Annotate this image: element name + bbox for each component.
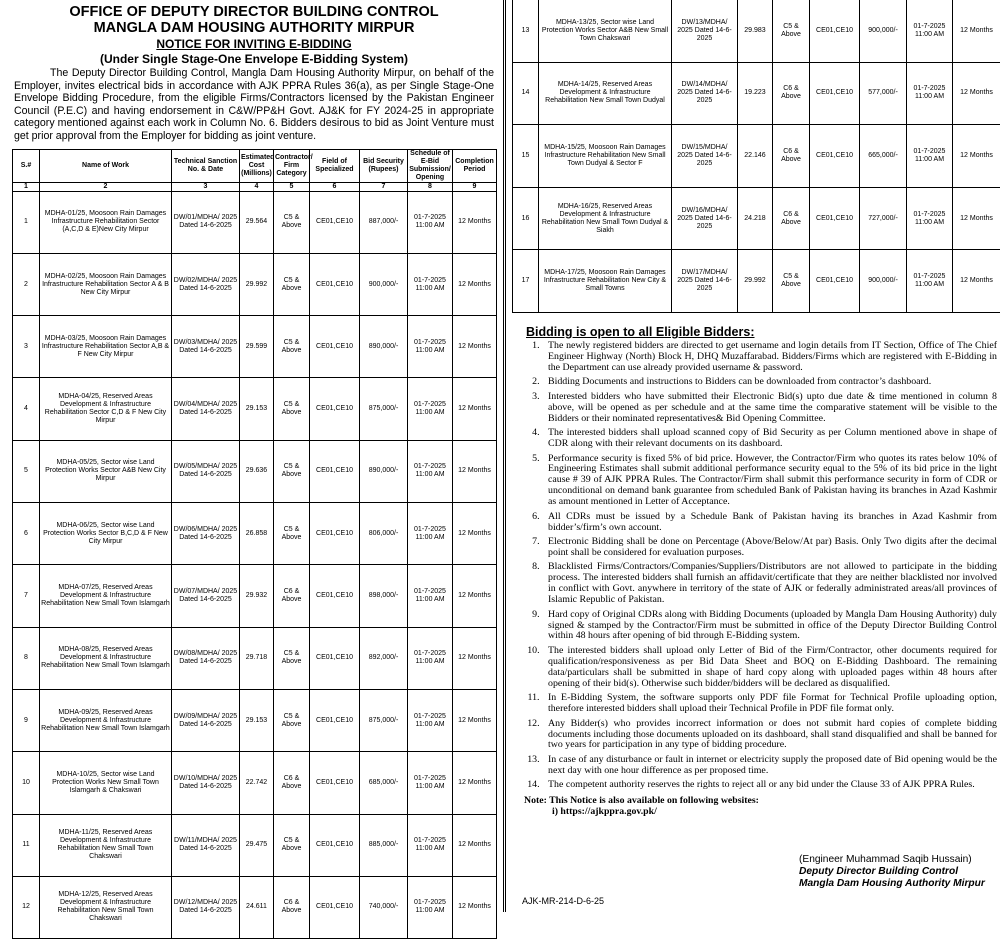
cell-tsn: DW/05/MDHA/ 2025 Dated 14-6-2025 bbox=[172, 440, 240, 502]
bidding-condition-item: 7. Electronic Bidding shall be done on Percentage (Above/Below/At par) Basis. Only Two digits after the decimal point shall be considered for evaluation purposes. bbox=[542, 537, 997, 559]
cell-sched: 01-7-2025 11:00 AM bbox=[408, 752, 453, 814]
cell-tsn: DW/16/MDHA/ 2025 Dated 14-6-2025 bbox=[672, 187, 738, 250]
cell-cost: 29.564 bbox=[240, 191, 274, 253]
table-row bbox=[13, 689, 497, 751]
cell-cat: C5 & Above bbox=[274, 627, 310, 689]
cell-name: MDHA-16/25, Reserved Areas Development & Infrastructure Rehabilitation New Small Town Dudyal & Siakh bbox=[539, 187, 672, 250]
cell-tsn: DW/07/MDHA/ 2025 Dated 14-6-2025 bbox=[172, 565, 240, 627]
reference-number: AJK-MR-214-D-6-25 bbox=[522, 896, 604, 906]
cell-sn: 16 bbox=[513, 187, 539, 250]
col-number: 3 bbox=[172, 182, 240, 191]
cell-cost: 29.599 bbox=[240, 316, 274, 378]
works-table-body bbox=[13, 191, 497, 939]
cell-tsn: DW/10/MDHA/ 2025 Dated 14-6-2025 bbox=[172, 752, 240, 814]
cell-tsn: DW/15/MDHA/ 2025 Dated 14-6-2025 bbox=[672, 125, 738, 188]
cell-name: MDHA-12/25, Reserved Areas Development & Infrastructure Rehabilitation New Small Town Chakswari bbox=[40, 876, 172, 938]
cell-field: CE01,CE10 bbox=[310, 253, 360, 315]
cell-sec: 885,000/- bbox=[360, 814, 408, 876]
col-number: 2 bbox=[40, 182, 172, 191]
cell-cat: C5 & Above bbox=[274, 316, 310, 378]
cell-tsn: DW/04/MDHA/ 2025 Dated 14-6-2025 bbox=[172, 378, 240, 440]
cell-cost: 29.636 bbox=[240, 440, 274, 502]
table-row bbox=[13, 503, 497, 565]
cell-sched: 01-7-2025 11:00 AM bbox=[907, 0, 953, 62]
cell-tsn: DW/06/MDHA/ 2025 Dated 14-6-2025 bbox=[172, 503, 240, 565]
works-table-continued bbox=[512, 0, 1000, 313]
cell-cat: C5 & Above bbox=[773, 0, 810, 62]
cell-sec: 875,000/- bbox=[360, 689, 408, 751]
cell-tsn: DW/08/MDHA/ 2025 Dated 14-6-2025 bbox=[172, 627, 240, 689]
cell-field: CE01,CE10 bbox=[310, 440, 360, 502]
bidding-conditions-list bbox=[512, 341, 997, 791]
cell-field: CE01,CE10 bbox=[310, 876, 360, 938]
cell-sched: 01-7-2025 11:00 AM bbox=[907, 250, 953, 313]
cell-cat: C5 & Above bbox=[274, 378, 310, 440]
col-header-sn: S.# bbox=[13, 149, 40, 182]
cell-cost: 29.932 bbox=[240, 565, 274, 627]
col-header-name: Name of Work bbox=[40, 149, 172, 182]
cell-tsn: DW/11/MDHA/ 2025 Dated 14-6-2025 bbox=[172, 814, 240, 876]
col-header-category: Contractor/ Firm Category bbox=[274, 149, 310, 182]
bidding-condition-item: 12. Any Bidder(s) who provides incorrect information or does not submit hard copies of complete bidding documents including those documents uploaded on its dashboard, shall stand disqualified and shall be banned for two years for participation in any type of bidding procedure. bbox=[542, 719, 997, 752]
cell-name: MDHA-17/25, Moosoon Rain Damages Infrastructure Rehabilitation New City & Small Towns bbox=[539, 250, 672, 313]
cell-cat: C5 & Above bbox=[274, 689, 310, 751]
cell-name: MDHA-05/25, Sector wise Land Protection Works Sector A&B New City Mirpur bbox=[40, 440, 172, 502]
cell-cat: C5 & Above bbox=[274, 253, 310, 315]
cell-period: 12 Months bbox=[453, 503, 497, 565]
cell-sn: 6 bbox=[13, 503, 40, 565]
notice-title: NOTICE FOR INVITING E-BIDDING bbox=[12, 37, 496, 51]
signatory-name: (Engineer Muhammad Saqib Hussain) bbox=[799, 854, 985, 866]
cell-sec: 875,000/- bbox=[360, 378, 408, 440]
cell-cost: 29.475 bbox=[240, 814, 274, 876]
col-header-schedule: Schedule of E-Bid Submission/ Opening bbox=[408, 149, 453, 182]
table-row bbox=[13, 627, 497, 689]
cell-period: 12 Months bbox=[453, 752, 497, 814]
intro-paragraph: The Deputy Director Building Control, Mangla Dam Housing Authority Mirpur, on behalf of the Employer, invites electrical bids in accordance with AJK PPRA Rules 36(a), as per Single Stage-One Envelope Bidding Procedure, from the eligible Firms/Contractors licensed by the Pakistan Engineer Council (P.E.C) and having endorsement in C&W/PP&H Govt. AJ&K for FY 2024-25 in appropriate category mentioned against each work in Column No. 6. Bidders desirous to bid as Joint Venture must get prior approval from the Employer for bidding as joint venture. bbox=[14, 67, 494, 143]
system-subtitle: (Under Single Stage-One Envelope E-Bidding System) bbox=[12, 52, 496, 66]
cell-cost: 24.611 bbox=[240, 876, 274, 938]
cell-cost: 29.983 bbox=[738, 0, 773, 62]
col-number: 7 bbox=[360, 182, 408, 191]
cell-field: CE01,CE10 bbox=[810, 250, 860, 313]
table-row bbox=[13, 565, 497, 627]
cell-sched: 01-7-2025 11:00 AM bbox=[408, 253, 453, 315]
cell-name: MDHA-03/25, Moosoon Rain Damages Infrastructure Rehabilitation Sector A,B & F New City Mirpur bbox=[40, 316, 172, 378]
cell-field: CE01,CE10 bbox=[310, 814, 360, 876]
cell-sec: 665,000/- bbox=[860, 125, 907, 188]
website-note: Note: This Notice is also available on following websites: bbox=[524, 795, 1000, 806]
cell-sec: 740,000/- bbox=[360, 876, 408, 938]
signatory-designation: Deputy Director Building Control bbox=[799, 866, 985, 878]
cell-sn: 11 bbox=[13, 814, 40, 876]
table-row bbox=[13, 253, 497, 315]
cell-sec: 890,000/- bbox=[360, 440, 408, 502]
cell-name: MDHA-01/25, Moosoon Rain Damages Infrastructure Rehabilitation Sector (A,C,D & E)New City Mirpur bbox=[40, 191, 172, 253]
cell-name: MDHA-15/25, Moosoon Rain Damages Infrastructure Rehabilitation New Small Town Dudyal & Sector F bbox=[539, 125, 672, 188]
cell-field: CE01,CE10 bbox=[310, 689, 360, 751]
cell-sn: 9 bbox=[13, 689, 40, 751]
works-table bbox=[12, 149, 497, 939]
bidding-condition-item: 14. The competent authority reserves the rights to reject all or any bid under the Clause 33 of AJK PPRA Rules. bbox=[542, 780, 997, 791]
cell-field: CE01,CE10 bbox=[810, 62, 860, 125]
cell-period: 12 Months bbox=[453, 440, 497, 502]
cell-sn: 2 bbox=[13, 253, 40, 315]
cell-cost: 24.218 bbox=[738, 187, 773, 250]
cell-sec: 727,000/- bbox=[860, 187, 907, 250]
cell-sched: 01-7-2025 11:00 AM bbox=[408, 814, 453, 876]
cell-sched: 01-7-2025 11:00 AM bbox=[907, 125, 953, 188]
cell-sn: 3 bbox=[13, 316, 40, 378]
cell-cat: C6 & Above bbox=[274, 565, 310, 627]
cell-cat: C5 & Above bbox=[274, 440, 310, 502]
cell-sched: 01-7-2025 11:00 AM bbox=[408, 316, 453, 378]
bidding-condition-item: 1. The newly registered bidders are directed to get username and login details from IT Section, Office of The Chief Engineer Highway (North) Block H, DHQ Muzaffarabad. Bidders/Firms which are registered with E-Bidding in the Department can use already provided username & password. bbox=[542, 341, 997, 374]
cell-cost: 29.153 bbox=[240, 689, 274, 751]
cell-sec: 898,000/- bbox=[360, 565, 408, 627]
table-row bbox=[513, 62, 1000, 125]
col-header-period: Completion Period bbox=[453, 149, 497, 182]
cell-sched: 01-7-2025 11:00 AM bbox=[408, 503, 453, 565]
cell-tsn: DW/12/MDHA/ 2025 Dated 14-6-2025 bbox=[172, 876, 240, 938]
table-row bbox=[13, 316, 497, 378]
cell-cat: C5 & Above bbox=[274, 191, 310, 253]
cell-sn: 12 bbox=[13, 876, 40, 938]
bidding-condition-item: 4. The interested bidders shall upload scanned copy of Bid Security as per Column mentioned above in shape of CDR along with their relevant documents on its dashboard. bbox=[542, 428, 997, 450]
office-title: OFFICE OF DEPUTY DIRECTOR BUILDING CONTROL bbox=[12, 4, 496, 20]
cell-cat: C6 & Above bbox=[274, 876, 310, 938]
bidding-condition-item: 2. Bidding Documents and instructions to Bidders can be downloaded from contractor’s dashboard. bbox=[542, 377, 997, 388]
table-row bbox=[513, 187, 1000, 250]
cell-tsn: DW/14/MDHA/ 2025 Dated 14-6-2025 bbox=[672, 62, 738, 125]
cell-period: 12 Months bbox=[453, 378, 497, 440]
cell-name: MDHA-07/25, Reserved Areas Development & Infrastructure Rehabilitation New Small Town Islamgarh bbox=[40, 565, 172, 627]
table-row bbox=[13, 876, 497, 938]
cell-sn: 7 bbox=[13, 565, 40, 627]
cell-name: MDHA-14/25, Reserved Areas Development & Infrastructure Rehabilitation New Small Town Dudyal bbox=[539, 62, 672, 125]
authority-title: MANGLA DAM HOUSING AUTHORITY MIRPUR bbox=[12, 20, 496, 36]
cell-sec: 890,000/- bbox=[360, 316, 408, 378]
col-number: 9 bbox=[453, 182, 497, 191]
cell-field: CE01,CE10 bbox=[810, 0, 860, 62]
cell-cost: 22.146 bbox=[738, 125, 773, 188]
col-number: 1 bbox=[13, 182, 40, 191]
cell-field: CE01,CE10 bbox=[310, 503, 360, 565]
cell-name: MDHA-10/25, Sector wise Land Protection Works New Small Town Islamgarh & Chakswari bbox=[40, 752, 172, 814]
cell-cost: 29.992 bbox=[738, 250, 773, 313]
table-row bbox=[13, 378, 497, 440]
cell-cat: C5 & Above bbox=[274, 814, 310, 876]
bidding-condition-item: 11. In E-Bidding System, the software supports only PDF file Format for Technical Profile uploading option, therefore interested bidders shall upload their Technical Profile in PDF file format only. bbox=[542, 693, 997, 715]
cell-sec: 900,000/- bbox=[360, 253, 408, 315]
cell-field: CE01,CE10 bbox=[310, 316, 360, 378]
cell-cat: C5 & Above bbox=[274, 503, 310, 565]
cell-cost: 19.223 bbox=[738, 62, 773, 125]
cell-period: 12 Months bbox=[453, 565, 497, 627]
table-row bbox=[513, 0, 1000, 62]
bidding-condition-item: 10. The interested bidders shall upload only Letter of Bid of the Firm/Contractor, other documents required for qualification/responsiveness as per Bid Data Sheet and BOQ on E-Bidding Dashboard. The remaining data/particulars shall be submitted in shape of hard copy along with uploaded pages within 48 hours after opening of their bid(s). Otherwise such bidder/bidders will be declared as disqualified. bbox=[542, 646, 997, 690]
signature-block bbox=[799, 854, 985, 890]
cell-sched: 01-7-2025 11:00 AM bbox=[408, 876, 453, 938]
cell-field: CE01,CE10 bbox=[810, 125, 860, 188]
cell-sec: 577,000/- bbox=[860, 62, 907, 125]
cell-sched: 01-7-2025 11:00 AM bbox=[408, 440, 453, 502]
bidding-condition-item: 8. Blacklisted Firms/Contractors/Companies/Suppliers/Distributors are not allowed to participate in the bidding process. The interested bidders shall furnish an affidavit/certificate that they are neither blacklisted nor involved in conflict with Govt. anywhere in territory of the state of AJK or federally administrated areas/all provinces of Islamic Republic of Pakistan. bbox=[542, 562, 997, 606]
cell-sched: 01-7-2025 11:00 AM bbox=[408, 627, 453, 689]
left-column bbox=[12, 4, 496, 910]
col-header-cost: Estimated Cost (Millions) bbox=[240, 149, 274, 182]
cell-tsn: DW/13/MDHA/ 2025 Dated 14-6-2025 bbox=[672, 0, 738, 62]
cell-field: CE01,CE10 bbox=[310, 191, 360, 253]
cell-sched: 01-7-2025 11:00 AM bbox=[907, 187, 953, 250]
column-divider bbox=[503, 0, 506, 912]
table-row bbox=[13, 814, 497, 876]
cell-period: 12 Months bbox=[453, 253, 497, 315]
cell-field: CE01,CE10 bbox=[310, 378, 360, 440]
cell-sched: 01-7-2025 11:00 AM bbox=[408, 191, 453, 253]
cell-cost: 29.153 bbox=[240, 378, 274, 440]
cell-sec: 685,000/- bbox=[360, 752, 408, 814]
cell-cat: C6 & Above bbox=[773, 62, 810, 125]
cell-sched: 01-7-2025 11:00 AM bbox=[408, 378, 453, 440]
cell-sec: 900,000/- bbox=[860, 0, 907, 62]
cell-sec: 900,000/- bbox=[860, 250, 907, 313]
col-number: 6 bbox=[310, 182, 360, 191]
cell-tsn: DW/02/MDHA/ 2025 Dated 14-6-2025 bbox=[172, 253, 240, 315]
cell-sn: 5 bbox=[13, 440, 40, 502]
cell-period: 12 Months bbox=[953, 250, 1000, 313]
cell-period: 12 Months bbox=[453, 627, 497, 689]
cell-sched: 01-7-2025 11:00 AM bbox=[907, 62, 953, 125]
cell-sn: 15 bbox=[513, 125, 539, 188]
cell-sn: 8 bbox=[13, 627, 40, 689]
bidding-condition-item: 9. Hard copy of Original CDRs along with Bidding Documents (uploaded by Mangla Dam Housing Authority) duly signed & stamped by the Contractor/Firm must be submitted in office of the Deputy Director Building Control within 48 hours after opening of bid through E-Bidding system. bbox=[542, 610, 997, 643]
cell-cat: C6 & Above bbox=[274, 752, 310, 814]
cell-name: MDHA-06/25, Sector wise Land Protection Works Sector B,C,D & F New City Mirpur bbox=[40, 503, 172, 565]
bidding-condition-item: 6. All CDRs must be issued by a Schedule Bank of Pakistan having its branches in Azad Kashmir from bidder’s/firm’s own account. bbox=[542, 512, 997, 534]
table-row bbox=[13, 440, 497, 502]
bidding-condition-item: 3. Interested bidders who have submitted their Electronic Bid(s) upto due date & time mentioned in column 8 above, will be opened as per schedule and at the same time the comparative statement will be visible to the Bidders or their nominated representatives& Bid Opening Committee. bbox=[542, 392, 997, 425]
cell-period: 12 Months bbox=[953, 0, 1000, 62]
cell-sn: 10 bbox=[13, 752, 40, 814]
table-row bbox=[513, 125, 1000, 188]
cell-sec: 806,000/- bbox=[360, 503, 408, 565]
signatory-office: Mangla Dam Housing Authority Mirpur bbox=[799, 878, 985, 890]
cell-name: MDHA-02/25, Moosoon Rain Damages Infrastructure Rehabilitation Sector A & B New City Mirpur bbox=[40, 253, 172, 315]
cell-period: 12 Months bbox=[453, 191, 497, 253]
cell-period: 12 Months bbox=[453, 814, 497, 876]
cell-sn: 13 bbox=[513, 0, 539, 62]
col-header-field: Field of Specialized bbox=[310, 149, 360, 182]
table-row bbox=[513, 250, 1000, 313]
cell-cat: C6 & Above bbox=[773, 125, 810, 188]
cell-period: 12 Months bbox=[453, 876, 497, 938]
cell-period: 12 Months bbox=[953, 125, 1000, 188]
table-row bbox=[13, 752, 497, 814]
col-number: 8 bbox=[408, 182, 453, 191]
col-header-security: Bid Security (Rupees) bbox=[360, 149, 408, 182]
cell-sn: 1 bbox=[13, 191, 40, 253]
cell-sn: 17 bbox=[513, 250, 539, 313]
right-column bbox=[512, 0, 1000, 912]
cell-name: MDHA-13/25, Sector wise Land Protection Works Sector A&B New Small Town Chakswari bbox=[539, 0, 672, 62]
cell-period: 12 Months bbox=[953, 62, 1000, 125]
cell-cat: C6 & Above bbox=[773, 187, 810, 250]
cell-tsn: DW/09/MDHA/ 2025 Dated 14-6-2025 bbox=[172, 689, 240, 751]
col-number: 5 bbox=[274, 182, 310, 191]
cell-sec: 892,000/- bbox=[360, 627, 408, 689]
bidding-condition-item: 5. Performance security is fixed 5% of bid price. However, the Contractor/Firm who quotes its rates below 10% of Engineering Estimates shall submit additional performance security equal to the 5% of its bid price in the light cause # 39 of AJK PPRA Rules. The Contractor/Firm shall submit this performance security in form of CDR or unconditional on demand bank guarantee from scheduled Bank of Pakistan having its branches in Azad Kashmir as amount mentioned in Letter of Acceptance. bbox=[542, 454, 997, 509]
bidding-condition-item: 13. In case of any disturbance or fault in internet or electricity supply the proposed date of Bid opening would be the next day with one hour difference as per proposed time. bbox=[542, 755, 997, 777]
cell-name: MDHA-08/25, Reserved Areas Development & Infrastructure Rehabilitation New Small Town Islamgarh bbox=[40, 627, 172, 689]
cell-field: CE01,CE10 bbox=[310, 752, 360, 814]
cell-field: CE01,CE10 bbox=[310, 565, 360, 627]
col-header-tsn: Technical Sanction No. & Date bbox=[172, 149, 240, 182]
cell-cost: 26.858 bbox=[240, 503, 274, 565]
works-table-continued-body bbox=[513, 0, 1000, 312]
cell-field: CE01,CE10 bbox=[810, 187, 860, 250]
cell-tsn: DW/17/MDHA/ 2025 Dated 14-6-2025 bbox=[672, 250, 738, 313]
table-row bbox=[13, 191, 497, 253]
cell-period: 12 Months bbox=[453, 689, 497, 751]
cell-field: CE01,CE10 bbox=[310, 627, 360, 689]
cell-period: 12 Months bbox=[953, 187, 1000, 250]
cell-sched: 01-7-2025 11:00 AM bbox=[408, 565, 453, 627]
col-number: 4 bbox=[240, 182, 274, 191]
cell-period: 12 Months bbox=[453, 316, 497, 378]
bidding-title: Bidding is open to all Eligible Bidders: bbox=[526, 325, 1000, 339]
cell-cost: 29.992 bbox=[240, 253, 274, 315]
cell-name: MDHA-09/25, Reserved Areas Development & Infrastructure Rehabilitation New Small Town Islamgarh bbox=[40, 689, 172, 751]
website-link[interactable]: i) https://ajkppra.gov.pk/ bbox=[552, 806, 1000, 817]
cell-sec: 887,000/- bbox=[360, 191, 408, 253]
cell-name: MDHA-04/25, Reserved Areas Development & Infrastructure Rehabilitation Sector C,D & F New City Mirpur bbox=[40, 378, 172, 440]
cell-name: MDHA-11/25, Reserved Areas Development & Infrastructure Rehabilitation New Small Town Chakswari bbox=[40, 814, 172, 876]
cell-sn: 14 bbox=[513, 62, 539, 125]
cell-sn: 4 bbox=[13, 378, 40, 440]
cell-cat: C5 & Above bbox=[773, 250, 810, 313]
cell-cost: 29.718 bbox=[240, 627, 274, 689]
cell-tsn: DW/01/MDHA/ 2025 Dated 14-6-2025 bbox=[172, 191, 240, 253]
cell-sched: 01-7-2025 11:00 AM bbox=[408, 689, 453, 751]
cell-cost: 22.742 bbox=[240, 752, 274, 814]
cell-tsn: DW/03/MDHA/ 2025 Dated 14-6-2025 bbox=[172, 316, 240, 378]
